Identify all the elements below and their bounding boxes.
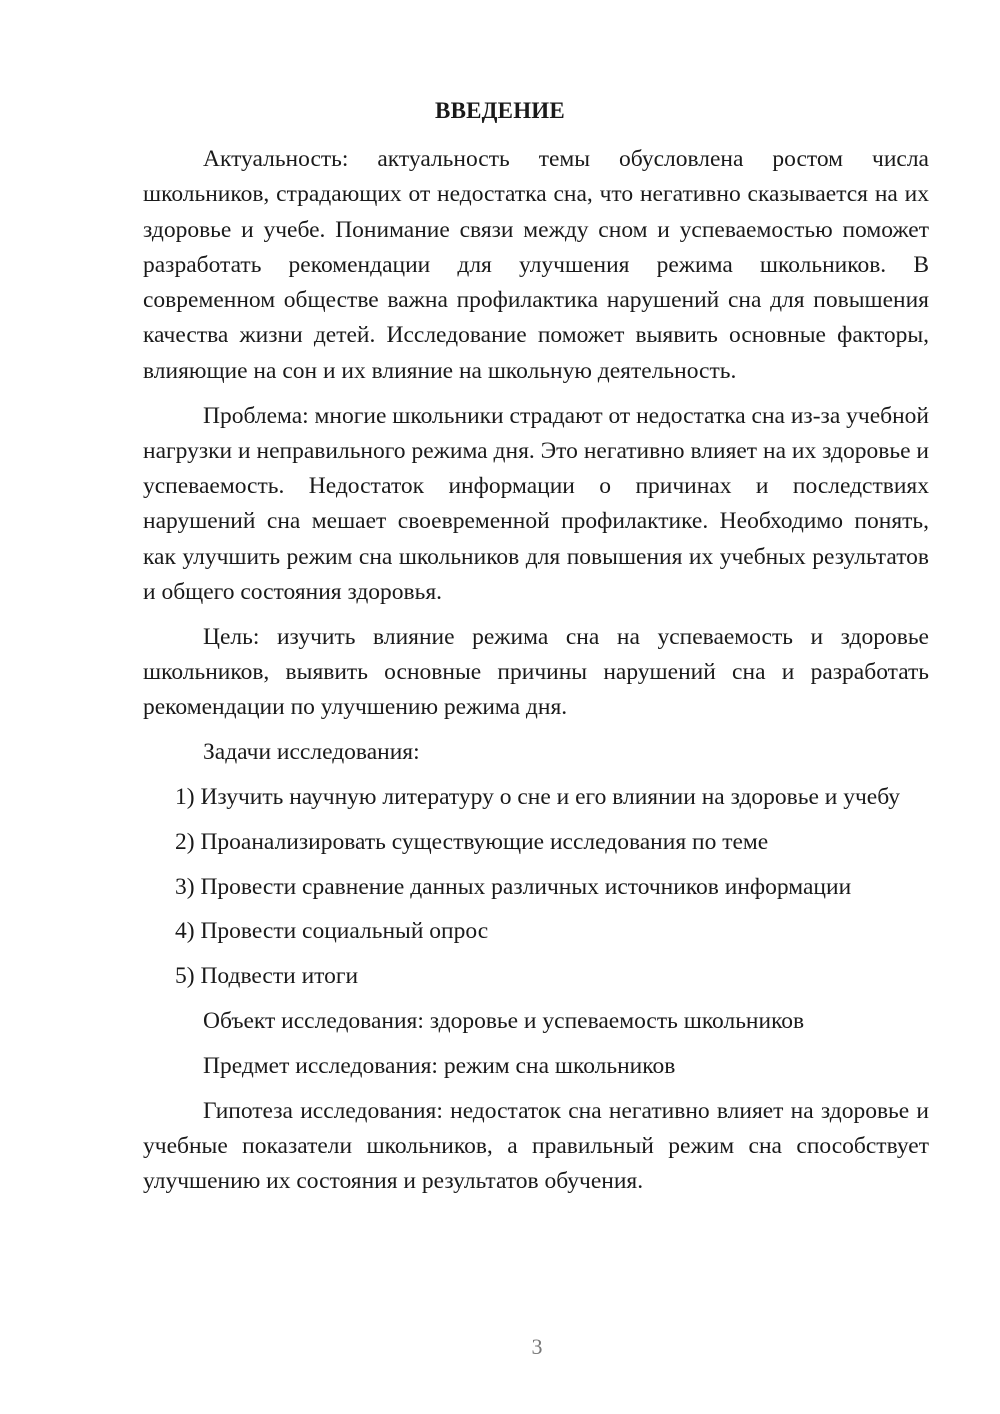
task-item-2: 2) Проанализировать существующие исследования по теме xyxy=(175,828,769,855)
problem-paragraph: Проблема: многие школьники страдают от недостатка сна из-за учебной нагрузки и неправильного режима дня. Это негативно влияет на их здоровье и успеваемость. Недостаток информации о причинах и последствиях нарушений сна мешает своевременной профилактике. Необходимо понять, как улучшить режим сна школьников для повышения их учебных результатов и общего состояния здоровья. xyxy=(143,402,929,606)
subject-paragraph: Предмет исследования: режим сна школьников xyxy=(203,1052,676,1079)
object-paragraph: Объект исследования: здоровье и успеваемость школьников xyxy=(203,1008,805,1035)
tasks-heading: Задачи исследования: xyxy=(203,739,420,766)
task-item-4: 4) Провести социальный опрос xyxy=(175,918,489,945)
task-item-1: 1) Изучить научную литературу о сне и его влиянии на здоровье и учебу xyxy=(175,784,901,811)
task-item-5: 5) Подвести итоги xyxy=(175,963,359,990)
goal-paragraph: Цель: изучить влияние режима сна на успеваемость и здоровье школьников, выявить основные причины нарушений сна и разработать рекомендации по улучшению режима дня. xyxy=(143,623,929,721)
relevance-paragraph: Актуальность: актуальность темы обусловлена ростом числа школьников, страдающих от недостатка сна, что негативно сказывается на их здоровье и учебе. Понимание связи между сном и успеваемостью поможет разработать рекомендации для улучшения режима школьников. В современном обществе важна профилактика нарушений сна для повышения качества жизни детей. Исследование поможет выявить основные факторы, влияющие на сон и их влияние на школьную деятельность. xyxy=(143,146,929,384)
page-number: 3 xyxy=(531,1334,543,1359)
section-title: ВВЕДЕНИЕ xyxy=(435,98,565,123)
task-item-3: 3) Провести сравнение данных различных источников информации xyxy=(175,873,852,900)
hypothesis-paragraph: Гипотеза исследования: недостаток сна негативно влияет на здоровье и учебные показатели школьников, а правильный режим сна способствует улучшению их состояния и результатов обучения. xyxy=(143,1097,929,1195)
body-text xyxy=(143,142,929,1209)
